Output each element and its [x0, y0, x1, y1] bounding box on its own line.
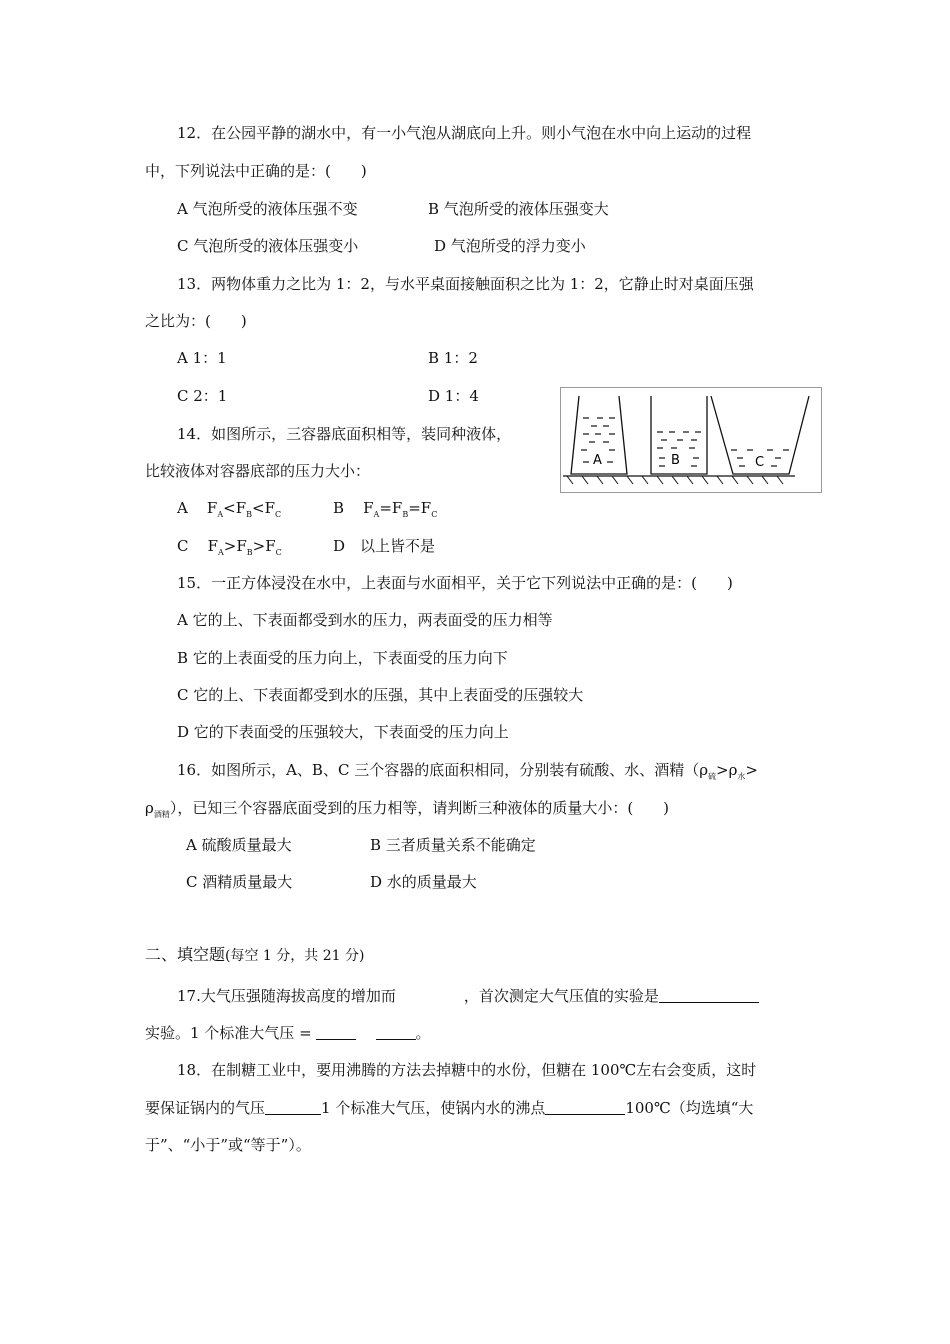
- q15-option-d: D 它的下表面受的压强较大，下表面受的压力向上: [177, 723, 509, 741]
- q15-option-b: B 它的上表面受的压力向上，下表面受的压力向下: [177, 649, 508, 667]
- q15-stem: 15．一正方体浸没在水中，上表面与水面相平，关于它下列说法中正确的是：( ): [177, 574, 733, 592]
- figure-label-a: A: [593, 453, 602, 468]
- ground-hatch: [582, 476, 588, 484]
- q18-line1: 18．在制糖工业中，要用沸腾的方法去掉糖中的水份，但糖在 100℃左右会变质，这时: [177, 1061, 757, 1079]
- q13-option-b: B 1：2: [428, 349, 478, 367]
- q16-stem-line2: $\rho_{酒精}$），已知三个容器底面受到的压力相等，请判断三种液体的质量大小：( ): [145, 799, 670, 819]
- q14-option-d: D 以上皆不是: [333, 537, 436, 555]
- q17-blank-3[interactable]: [316, 1025, 356, 1040]
- q16-stem-line1: 16．如图所示，A、B、C 三个容器的底面积相同，分别装有硫酸、水、酒精（$\rho_硫>\rho_水>$: [177, 761, 758, 781]
- q17-blank-2[interactable]: [659, 988, 759, 1003]
- q17-blank-1[interactable]: [396, 988, 464, 1003]
- q18-blank-2[interactable]: [545, 1100, 625, 1115]
- q14-option-b: B $F_A=F_B=F_C$: [333, 499, 438, 519]
- q17-blank-4[interactable]: [376, 1025, 416, 1040]
- ground-hatch: [642, 476, 648, 484]
- q18-line2: 要保证锅内的气压 1 个标准大气压，使锅内水的沸点 100℃（均选填“大: [145, 1099, 754, 1117]
- figure-label-c: C: [755, 455, 765, 470]
- q12-option-a: A 气泡所受的液体压强不变: [177, 200, 358, 218]
- ground-hatch: [567, 476, 573, 484]
- ground-hatch: [732, 476, 738, 484]
- q13-stem-line2: 之比为：( ): [145, 312, 247, 330]
- ground-hatch: [657, 476, 663, 484]
- ground-hatch: [702, 476, 708, 484]
- q13-option-a: A 1：1: [177, 349, 227, 367]
- ground-hatch: [717, 476, 723, 484]
- ground-hatch: [687, 476, 693, 484]
- containers-figure: [560, 387, 822, 493]
- q12-stem-line2: 中，下列说法中正确的是：( ): [145, 162, 367, 180]
- q15-option-c: C 它的上、下表面都受到水的压强，其中上表面受的压强较大: [177, 686, 584, 704]
- ground-hatch: [747, 476, 753, 484]
- ground-hatch: [597, 476, 603, 484]
- q14-stem-line2: 比较液体对容器底部的压力大小：: [145, 462, 371, 480]
- q16-option-c: C 酒精质量最大: [186, 873, 293, 891]
- ground-hatch: [612, 476, 618, 484]
- figure-label-b: B: [671, 453, 680, 468]
- q12-option-b: B 气泡所受的液体压强变大: [428, 200, 609, 218]
- ground-hatch: [672, 476, 678, 484]
- ground-hatch: [777, 476, 783, 484]
- q16-option-a: A 硫酸质量最大: [186, 836, 292, 854]
- q13-stem-line1: 13．两物体重力之比为 1：2，与水平桌面接触面积之比为 1：2，它静止时对桌面压强: [177, 275, 754, 293]
- q12-option-d: D 气泡所受的浮力变小: [434, 237, 586, 255]
- q14-stem-line1: 14．如图所示，三容器底面积相等，装同种液体，: [177, 425, 512, 443]
- q16-option-d: D 水的质量最大: [370, 873, 477, 891]
- q12-option-c: C 气泡所受的液体压强变小: [177, 237, 359, 255]
- ground-hatch: [627, 476, 633, 484]
- ground-hatch: [762, 476, 768, 484]
- q14-option-c: C $F_A>F_B>F_C$: [177, 537, 282, 557]
- q12-stem-line1: 12．在公园平静的湖水中，有一小气泡从湖底向上升。则小气泡在水中向上运动的过程: [177, 124, 752, 142]
- q18-blank-1[interactable]: [265, 1100, 321, 1115]
- q17-line2: 实验。1 个标准大气压 = 。: [145, 1024, 431, 1042]
- q13-option-c: C 2：1: [177, 387, 228, 405]
- q18-line3: 于”、“小于”或“等于”）。: [145, 1136, 311, 1154]
- q17-line1: 17.大气压强随海拔高度的增加而 ，首次测定大气压值的实验是: [177, 986, 759, 1006]
- q14-option-a: A $F_A<F_B<F_C$: [177, 499, 282, 519]
- section-title: 二、填空题(每空 1 分，共 21 分): [145, 945, 365, 964]
- q13-option-d: D 1：4: [428, 387, 479, 405]
- q16-option-b: B 三者质量关系不能确定: [370, 836, 536, 854]
- q15-option-a: A 它的上、下表面都受到水的压力，两表面受的压力相等: [177, 611, 553, 629]
